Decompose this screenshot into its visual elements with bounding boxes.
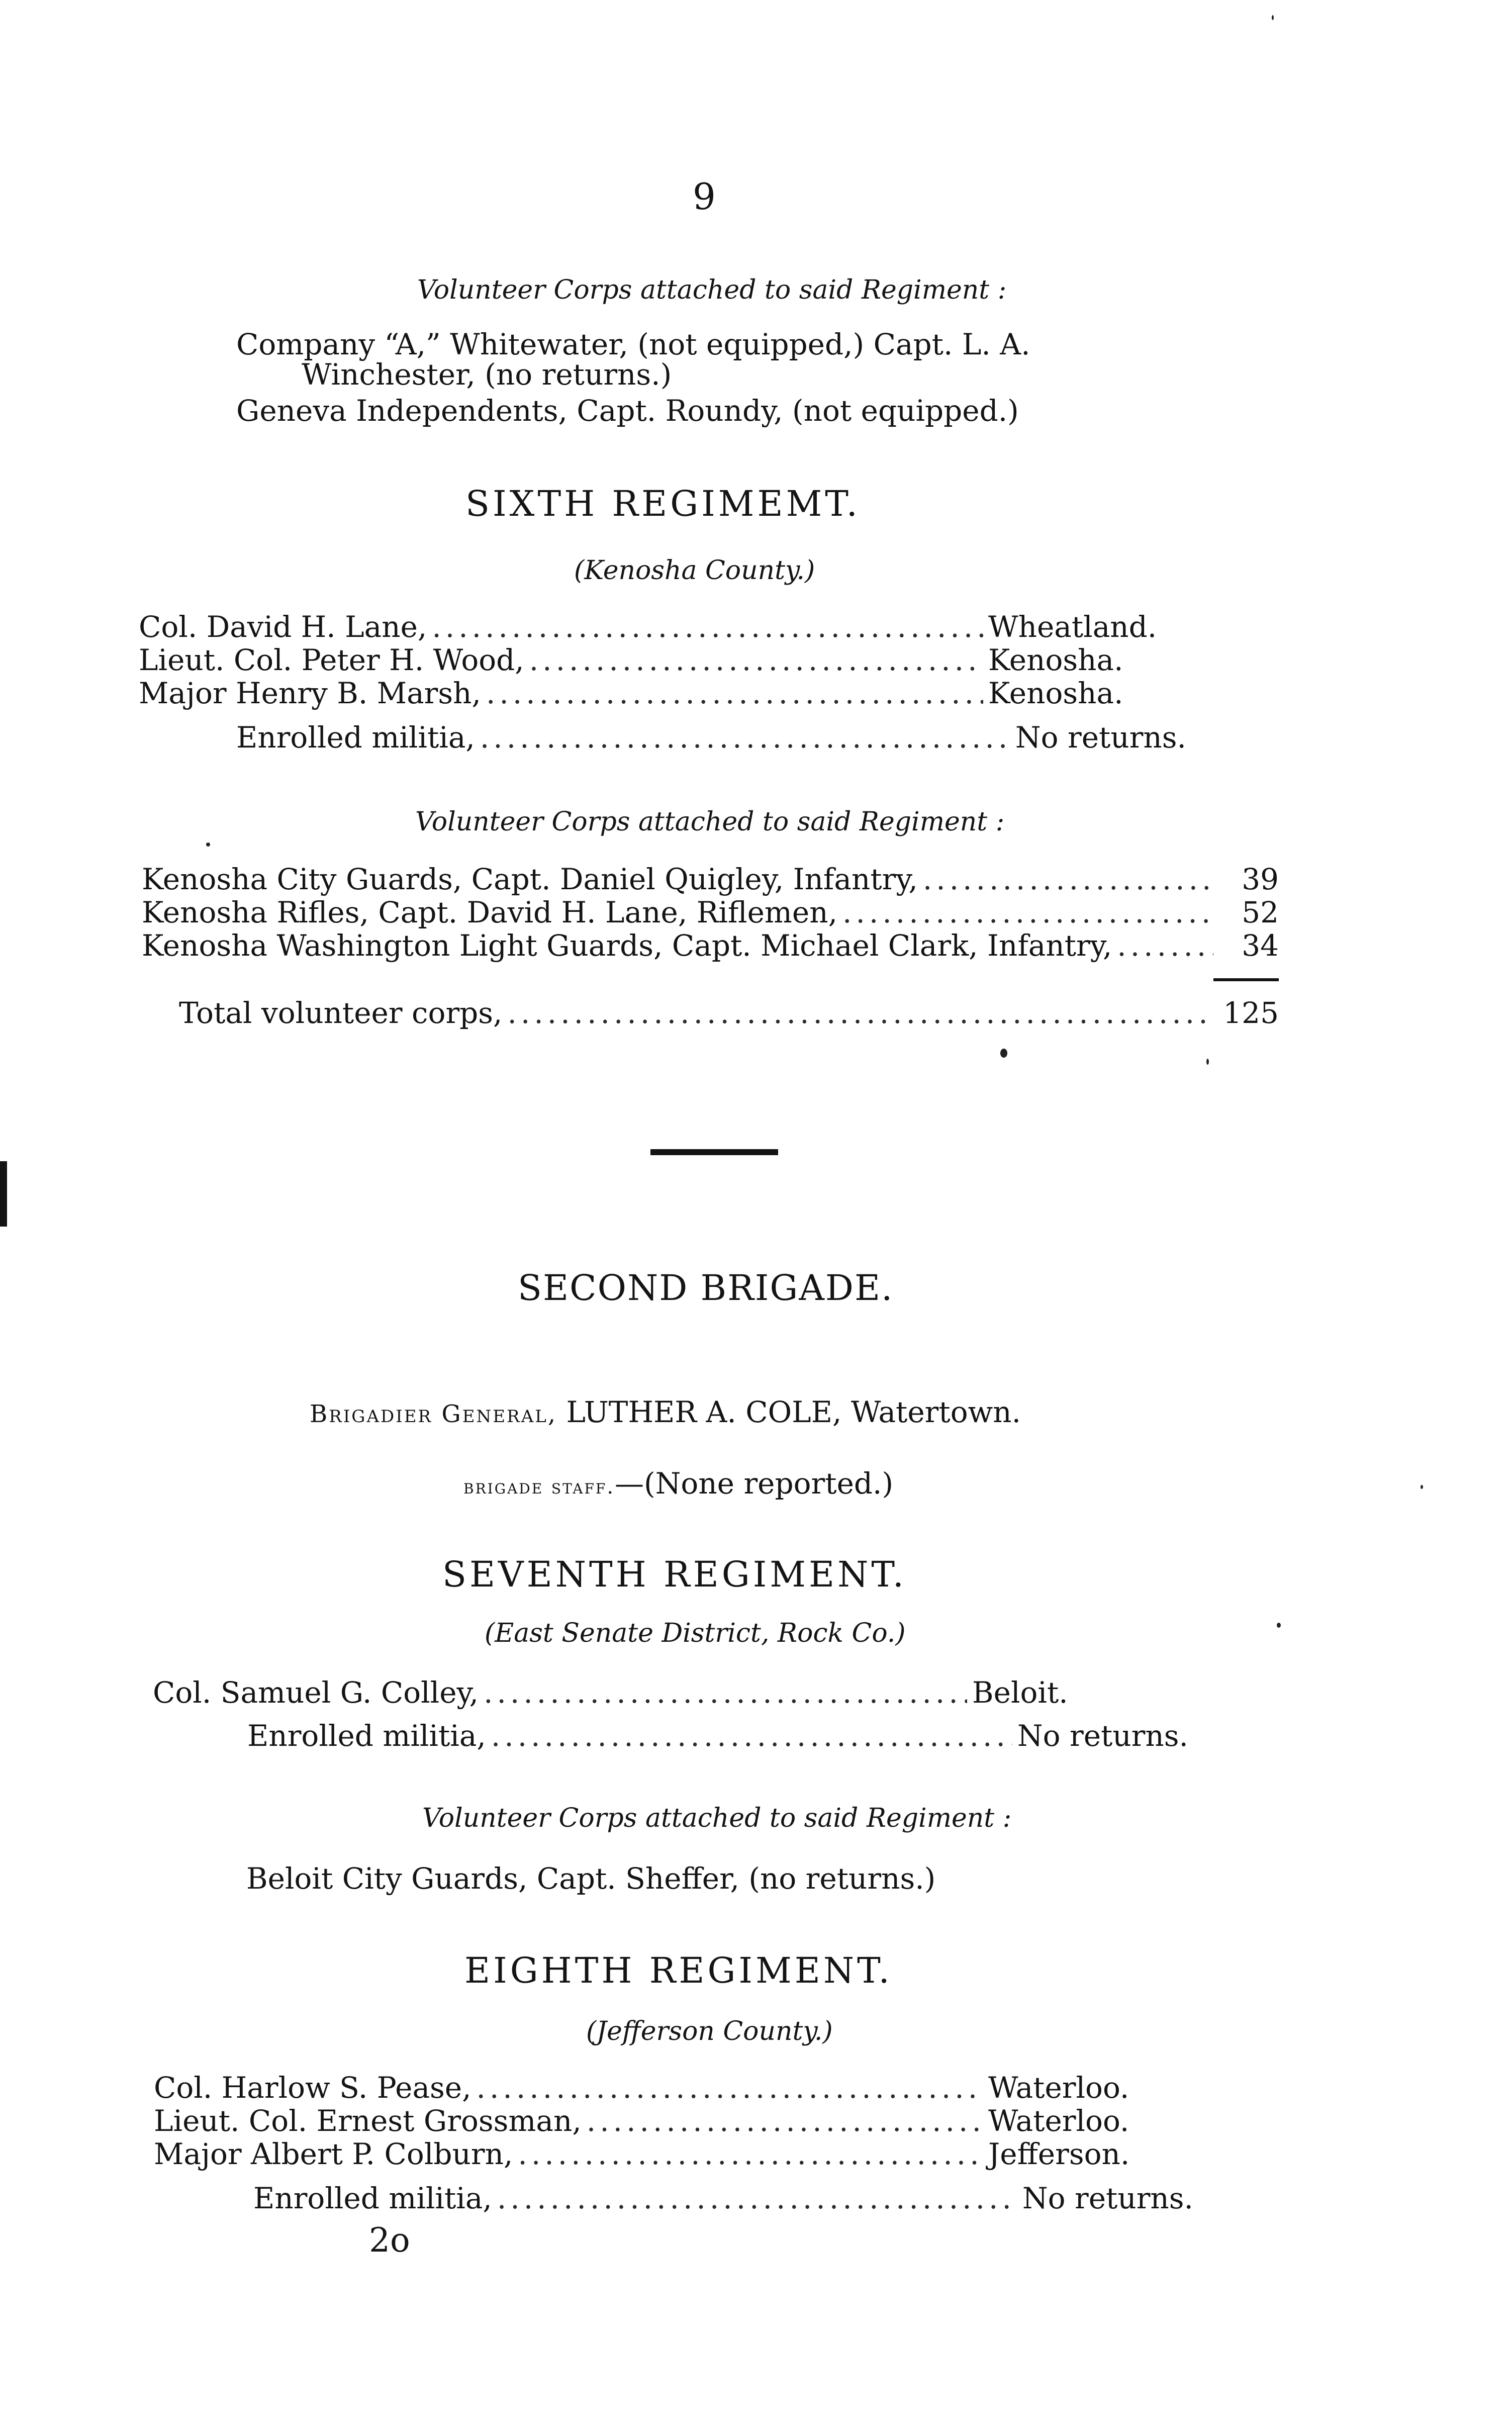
dot-leader bbox=[529, 643, 983, 677]
dot-leader bbox=[484, 1676, 967, 1709]
officer-row bbox=[154, 2104, 1129, 2138]
enrolled-militia-row bbox=[236, 721, 1186, 754]
officer-place: Kenosha. bbox=[988, 643, 1123, 677]
dot-leader bbox=[477, 2071, 983, 2104]
dot-leader bbox=[587, 2104, 983, 2137]
volunteer-corps-heading: Volunteer Corps attached to said Regiment : bbox=[417, 275, 1007, 305]
officer-name: Col. Harlow S. Pease, bbox=[154, 2071, 471, 2105]
total-label: Total volunteer corps, bbox=[179, 996, 503, 1030]
total-value: 125 bbox=[1223, 996, 1279, 1030]
total-row bbox=[179, 996, 1279, 1030]
officer-place: Wheatland. bbox=[988, 610, 1157, 644]
officer-row bbox=[154, 2071, 1129, 2105]
corps-row bbox=[142, 929, 1279, 962]
officer-row bbox=[139, 677, 1144, 710]
officer-row bbox=[154, 2137, 1130, 2171]
dot-leader bbox=[508, 996, 1214, 1030]
officer-place: Waterloo. bbox=[988, 2071, 1129, 2105]
dot-leader bbox=[923, 863, 1213, 896]
corps-name: Kenosha Washington Light Guards, Capt. Michael Clark, Infantry, bbox=[142, 928, 1112, 963]
general-name: LUTHER A. COLE, Watertown. bbox=[566, 1395, 1021, 1429]
regiment-subtitle: (East Senate District, Rock Co.) bbox=[485, 1618, 906, 1648]
brigade-title: SECOND BRIGADE. bbox=[518, 1267, 894, 1309]
officer-place: Jefferson. bbox=[988, 2137, 1130, 2171]
volunteer-corps-heading: Volunteer Corps attached to said Regiment : bbox=[422, 1803, 1012, 1833]
dot-leader bbox=[480, 721, 1010, 754]
officer-name: Col. Samuel G. Colley, bbox=[153, 1675, 479, 1710]
corps-name: Kenosha Rifles, Capt. David H. Lane, Riflemen, bbox=[142, 895, 838, 929]
signature-mark: 2o bbox=[369, 2221, 410, 2260]
officer-place: Beloit. bbox=[972, 1675, 1068, 1710]
enrolled-label: Enrolled militia, bbox=[247, 1719, 486, 1753]
volunteer-corps-heading: Volunteer Corps attached to said Regiment : bbox=[415, 807, 1005, 837]
officer-row bbox=[139, 610, 1157, 644]
corps-count: 39 bbox=[1242, 862, 1279, 896]
officer-place: Kenosha. bbox=[988, 676, 1123, 710]
ink-speck bbox=[1272, 15, 1274, 20]
officer-name: Col. David H. Lane, bbox=[139, 610, 427, 644]
enrolled-value: No returns. bbox=[1022, 2181, 1193, 2215]
page-number: 9 bbox=[693, 175, 716, 218]
edge-mark bbox=[0, 1161, 7, 1227]
dot-leader bbox=[486, 677, 983, 710]
enrolled-value: No returns. bbox=[1015, 720, 1186, 755]
officer-place: Waterloo. bbox=[988, 2104, 1129, 2138]
brigade-staff-line bbox=[463, 1467, 893, 1504]
corps-count: 34 bbox=[1242, 928, 1279, 963]
section-divider bbox=[650, 1149, 778, 1155]
regiment-title: EIGHTH REGIMENT. bbox=[464, 1950, 893, 1991]
corps-line: Beloit City Guards, Capt. Sheffer, (no returns.) bbox=[246, 1861, 936, 1896]
enrolled-label: Enrolled militia, bbox=[253, 2181, 492, 2215]
corps-line: Company “A,” Whitewater, (not equipped,) Capt. L. A. bbox=[236, 327, 1030, 361]
dot-leader bbox=[491, 1719, 1012, 1752]
officer-name: Lieut. Col. Ernest Grossman, bbox=[154, 2104, 582, 2138]
dot-leader bbox=[497, 2182, 1017, 2215]
ink-speck bbox=[1000, 1049, 1007, 1058]
corps-line: Winchester, (no returns.) bbox=[302, 357, 672, 392]
dot-leader bbox=[518, 2137, 983, 2171]
corps-line: Geneva Independents, Capt. Roundy, (not equipped.) bbox=[236, 394, 1019, 428]
ink-speck bbox=[1421, 1485, 1423, 1489]
dot-leader bbox=[842, 896, 1213, 929]
corps-count: 52 bbox=[1242, 895, 1279, 929]
enrolled-militia-row bbox=[253, 2182, 1193, 2215]
enrolled-value: No returns. bbox=[1017, 1719, 1188, 1753]
ink-speck bbox=[206, 843, 210, 847]
ink-speck bbox=[1277, 1623, 1281, 1628]
dot-leader bbox=[432, 610, 983, 643]
regiment-subtitle: (Jefferson County.) bbox=[586, 2016, 833, 2046]
officer-name: Lieut. Col. Peter H. Wood, bbox=[139, 643, 524, 677]
sum-rule bbox=[1213, 978, 1279, 981]
staff-label: brigade staff. bbox=[463, 1475, 615, 1499]
corps-row bbox=[142, 863, 1279, 896]
officer-name: Major Henry B. Marsh, bbox=[139, 676, 481, 710]
staff-value: —(None reported.) bbox=[615, 1466, 894, 1501]
enrolled-militia-row bbox=[247, 1719, 1188, 1752]
officer-row bbox=[153, 1676, 1078, 1709]
regiment-title: SIXTH REGIMEMT. bbox=[465, 483, 861, 524]
enrolled-label: Enrolled militia, bbox=[236, 720, 475, 755]
dot-leader bbox=[1117, 929, 1213, 962]
ink-speck bbox=[1206, 1059, 1209, 1065]
general-title: Brigadier General, bbox=[310, 1400, 557, 1428]
regiment-title: SEVENTH REGIMENT. bbox=[442, 1554, 907, 1595]
regiment-subtitle: (Kenosha County.) bbox=[574, 555, 815, 586]
corps-row bbox=[142, 896, 1279, 929]
brigadier-general-line bbox=[310, 1395, 1021, 1431]
officer-name: Major Albert P. Colburn, bbox=[154, 2137, 513, 2171]
corps-name: Kenosha City Guards, Capt. Daniel Quigley, Infantry, bbox=[142, 862, 918, 896]
officer-row bbox=[139, 643, 1144, 677]
